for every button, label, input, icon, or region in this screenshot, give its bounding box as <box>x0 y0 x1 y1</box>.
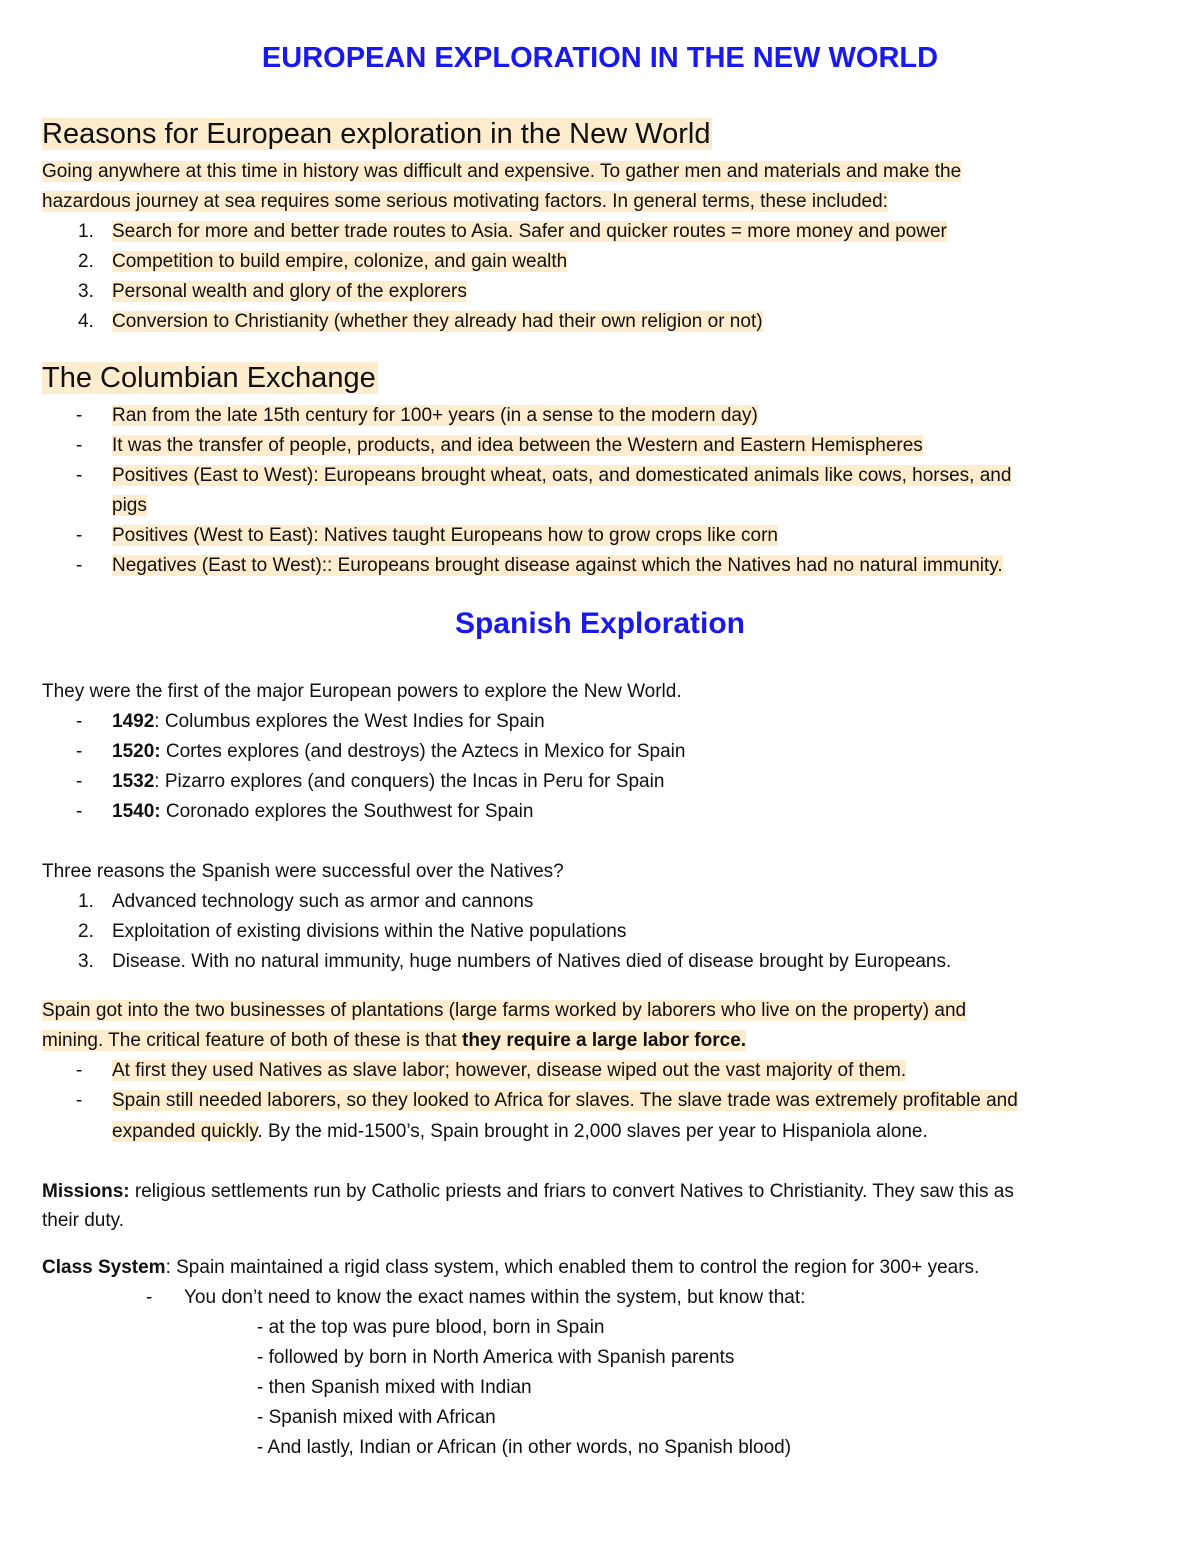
timeline-sep: : <box>154 741 161 762</box>
bullet-dash: - <box>76 465 83 486</box>
class-tier: - then Spanish mixed with Indian <box>257 1377 532 1398</box>
success-question: Three reasons the Spanish were successful over the Natives? <box>42 861 564 882</box>
reasons-intro-text-1: Going anywhere at this time in history was difficult and expensive. To gather men and materials and make the <box>42 161 962 182</box>
columbian-item-text: It was the transfer of people, products, and idea between the Western and Eastern Hemispheres <box>112 435 923 456</box>
reasons-item-text: Conversion to Christianity (whether they already had their own religion or not) <box>112 311 763 332</box>
reasons-item-number: 3. <box>78 281 94 302</box>
success-item-number: 1. <box>78 891 94 912</box>
timeline-text: Cortes explores (and destroys) the Aztecs in Mexico for Spain <box>160 741 686 762</box>
class-system-note: You don’t need to know the exact names within the system, but know that: <box>184 1287 806 1308</box>
reasons-heading <box>42 116 712 152</box>
columbian-item <box>112 463 1011 489</box>
columbian-item-text: Positives (West to East): Natives taught Europeans how to grow crops like corn <box>112 525 779 546</box>
missions-continuation: their duty. <box>42 1210 125 1231</box>
columbian-item-continuation <box>112 493 147 519</box>
reasons-item-number: 4. <box>78 311 94 332</box>
class-tier: - at the top was pure blood, born in Spain <box>257 1317 605 1338</box>
columbian-heading <box>42 360 378 396</box>
bullet-dash: - <box>76 1090 83 1111</box>
bullet-dash: - <box>76 525 83 546</box>
class-tier: - followed by born in North America with Spanish parents <box>257 1347 735 1368</box>
class-system-text: : Spain maintained a rigid class system, which enabled them to control the region for 300+ years. <box>165 1257 980 1278</box>
business-bullet-continuation <box>112 1119 928 1145</box>
columbian-item <box>112 523 778 549</box>
reasons-item-text: Personal wealth and glory of the explorers <box>112 281 467 302</box>
bullet-dash: - <box>76 555 83 576</box>
bullet-dash: - <box>76 1060 83 1081</box>
timeline-text: Coronado explores the Southwest for Spain <box>160 801 534 822</box>
class-tier: - Spanish mixed with African <box>257 1407 496 1428</box>
reasons-intro-line-2 <box>42 189 888 215</box>
timeline-item <box>112 739 685 765</box>
business-bullet-text: Spain still needed laborers, so they looked to Africa for slaves. The slave trade was extremely profitable and <box>112 1090 1018 1111</box>
business-bullet <box>112 1058 906 1084</box>
business-bullet-text-rest: . By the mid-1500’s, Spain brought in 2,000 slaves per year to Hispaniola alone. <box>257 1121 928 1142</box>
success-item: Exploitation of existing divisions within the Native populations <box>112 921 627 942</box>
bullet-dash: - <box>76 771 83 792</box>
columbian-item-text: Negatives (East to West):: Europeans brought disease against which the Natives had no natural immunity. <box>112 555 1003 576</box>
columbian-item-text: Ran from the late 15th century for 100+ years (in a sense to the modern day) <box>112 405 758 426</box>
reasons-item <box>112 219 947 245</box>
business-text: Spain got into the two businesses of plantations (large farms worked by laborers who live on the property) and <box>42 1000 967 1021</box>
timeline-text: Pizarro explores (and conquers) the Incas in Peru for Spain <box>159 771 665 792</box>
business-line-2 <box>42 1028 746 1054</box>
columbian-item-text: Positives (East to West): Europeans brought wheat, oats, and domesticated animals like cows, horses, and <box>112 465 1012 486</box>
success-item: Disease. With no natural immunity, huge numbers of Natives died of disease brought by Europeans. <box>112 951 952 972</box>
spanish-heading: Spanish Exploration <box>454 607 746 640</box>
timeline-sep: : <box>154 771 160 792</box>
timeline-year: 1492 <box>112 711 155 732</box>
timeline-text: Columbus explores the West Indies for Spain <box>159 711 545 732</box>
timeline-year: 1520 <box>112 741 155 762</box>
business-emphasis: they require a large labor force. <box>462 1030 747 1051</box>
columbian-item <box>112 403 758 429</box>
columbian-item <box>112 433 923 459</box>
reasons-intro-line-1 <box>42 159 961 185</box>
missions-paragraph <box>42 1179 1014 1205</box>
timeline-sep: : <box>154 801 161 822</box>
bullet-dash: - <box>76 711 83 732</box>
timeline-year: 1540 <box>112 801 155 822</box>
columbian-heading-text: The Columbian Exchange <box>42 362 376 394</box>
reasons-item-number: 1. <box>78 221 94 242</box>
business-bullet-text: At first they used Natives as slave labor; however, disease wiped out the vast majority of them. <box>112 1060 907 1081</box>
success-item-number: 2. <box>78 921 94 942</box>
reasons-item-number: 2. <box>78 251 94 272</box>
document-title: EUROPEAN EXPLORATION IN THE NEW WORLD <box>261 42 939 74</box>
missions-label: Missions: <box>42 1181 130 1202</box>
bullet-dash: - <box>76 741 83 762</box>
class-system-label: Class System <box>42 1257 166 1278</box>
timeline-year: 1532 <box>112 771 155 792</box>
bullet-dash: - <box>76 801 83 822</box>
timeline-item <box>112 709 545 735</box>
business-line-1 <box>42 998 966 1024</box>
reasons-item-text: Search for more and better trade routes to Asia. Safer and quicker routes = more money and power <box>112 221 947 242</box>
business-bullet <box>112 1088 1018 1114</box>
timeline-sep: : <box>154 711 160 732</box>
reasons-item <box>112 309 763 335</box>
reasons-heading-text: Reasons for European exploration in the New World <box>42 118 711 150</box>
reasons-intro-text-2: hazardous journey at sea requires some serious motivating factors. In general terms, these included: <box>42 191 888 212</box>
business-bullet-text: expanded quickly <box>112 1121 258 1142</box>
columbian-item-text: pigs <box>112 495 147 516</box>
class-system-paragraph <box>42 1255 979 1281</box>
bullet-dash: - <box>76 405 83 426</box>
reasons-item-text: Competition to build empire, colonize, and gain wealth <box>112 251 568 272</box>
success-item-number: 3. <box>78 951 94 972</box>
reasons-item <box>112 249 567 275</box>
class-tier: - And lastly, Indian or African (in other words, no Spanish blood) <box>257 1437 792 1458</box>
timeline-item <box>112 769 664 795</box>
bullet-dash: - <box>76 435 83 456</box>
timeline-item <box>112 799 533 825</box>
bullet-dash: - <box>146 1287 153 1308</box>
spanish-intro: They were the first of the major European powers to explore the New World. <box>42 681 682 702</box>
business-text: mining. The critical feature of both of these is that <box>42 1030 462 1051</box>
success-item: Advanced technology such as armor and cannons <box>112 891 534 912</box>
columbian-item <box>112 553 1003 579</box>
reasons-item <box>112 279 467 305</box>
missions-text: religious settlements run by Catholic priests and friars to convert Natives to Christianity. They saw this as <box>129 1181 1014 1202</box>
